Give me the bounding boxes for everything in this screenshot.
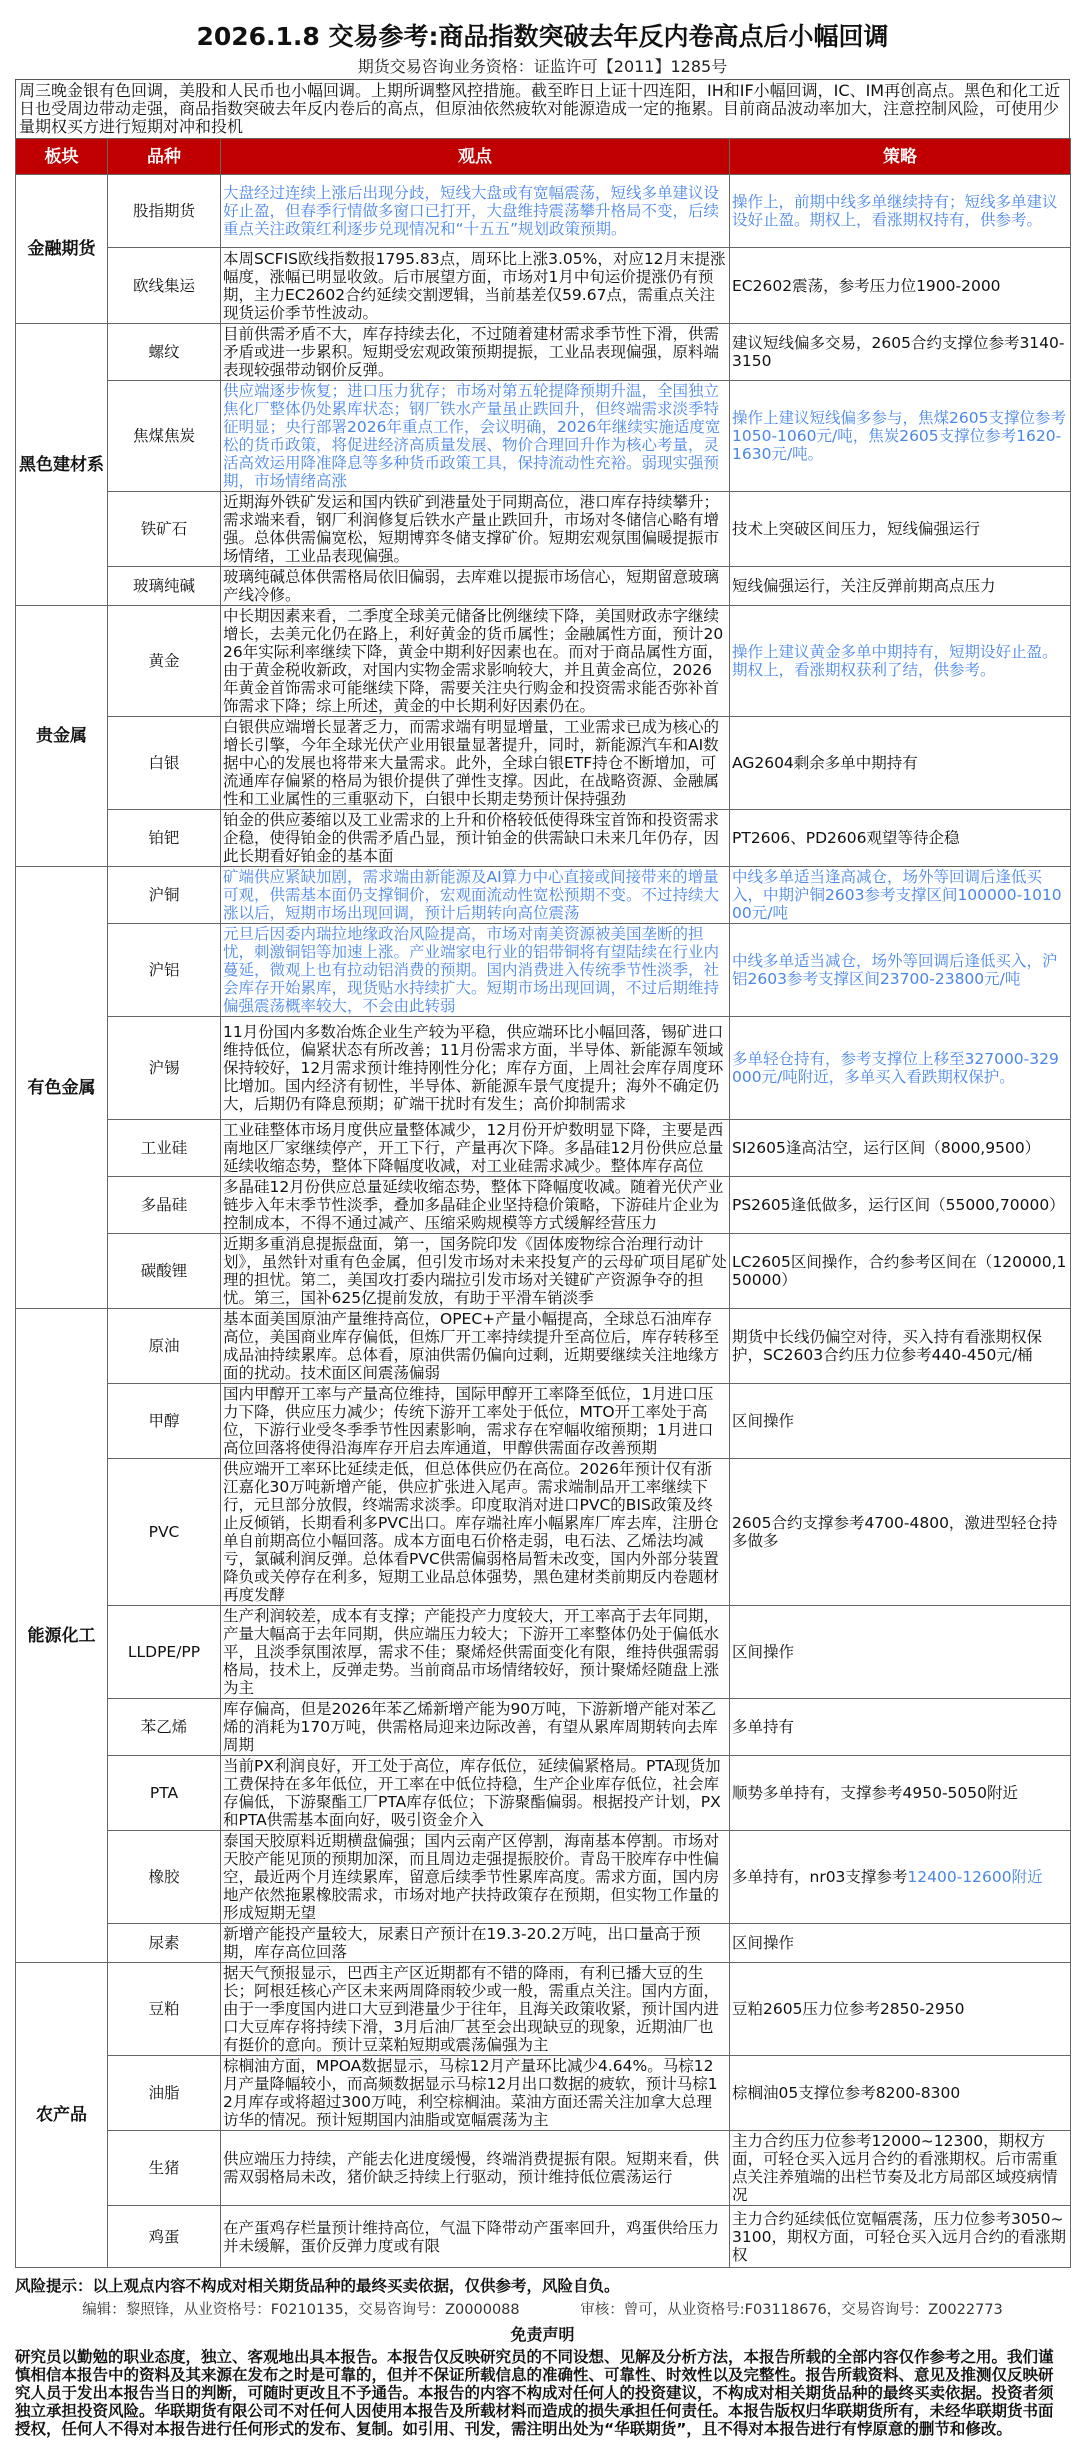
strategy-text: 棕榈油05支撑位参考8200-8300 — [732, 2084, 961, 2102]
strategy-cell — [730, 381, 1071, 492]
table-row — [16, 867, 1071, 924]
strategy-text: 多单轻仓持有，参考支撑位上移至327000-329000元/吨附近，多单买入看跌期权保护。 — [732, 1050, 1059, 1086]
risk-warning: 风险提示：以上观点内容不构成对相关期货品种的最终买卖依据，仅供参考，风险自负。 — [15, 2277, 620, 2295]
view-cell: 工业硅整体市场月度供应量整体减少，12月份开炉数明显下降，主要是西南地区厂家继续停产，开工下行，产量再次下降。多晶硅12月份供应总量延续收缩态势，整体下降幅度收减，对工业硅需求减少。整体库存高位 — [221, 1120, 730, 1177]
license-subtitle: 期货交易咨询业务资格：证监许可【2011】1285号 — [357, 57, 728, 76]
product-cell: 甲醇 — [108, 1384, 221, 1459]
view-cell: 棕榈油方面，MPOA数据显示，马棕12月产量环比减少4.64%。马棕12月产量降幅较小，而高频数据显示马棕12月出口数据的疲软，预计马棕12月库存或将超过300万吨，利空棕榈油。菜油方面还需关注加拿大总理访华的情况。预计短期国内油脂或宽幅震荡为主 — [221, 2056, 730, 2131]
table-row — [16, 324, 1071, 381]
sector-cell: 农产品 — [16, 1963, 108, 2268]
market-summary: 周三晚金银有色回调，美股和人民币也小幅回调。上期所调整风控措施。截至昨日上证十四连阳，IH和IF小幅回调，IC、IM再创高点。黑色和化工近日也受周边带动走强，商品指数突破去年反内卷后的高点，但原油依然疲软对能源造成一定的拖累。目前商品波动率加大，注意控制风险，可使用少量期权买方进行短期对冲和投机 — [15, 79, 1070, 139]
report-title: 2026.1.8 交易参考:商品指数突破去年反内卷高点后小幅回调 — [196, 22, 889, 51]
strategy-cell — [730, 1924, 1071, 1963]
view-cell: 矿端供应紧缺加剧，需求端由新能源及AI算力中心直接或间接带来的增量可观，供需基本面仍支撑铜价，宏观面流动性宽松预期不变。不过持续大涨以后，短期市场出现回调，预计后期转向高位震荡 — [221, 867, 730, 924]
view-cell: 当前PX利润良好，开工处于高位，库存低位，延续偏紧格局。PTA现货加工费保持在多年低位，开工率在中低位持稳，生产企业库存低位，社会库存偏低，下游聚酯工厂PTA库存低位；下游聚酯偏弱。根据投产计划，PX和PTA供需基本面向好，吸引资金介入 — [221, 1756, 730, 1831]
strategy-cell — [730, 248, 1071, 324]
view-cell: 中长期因素来看，二季度全球美元储备比例继续下降，美国财政赤字继续增长，去美元化仍在路上，利好黄金的货币属性；金融属性方面，预计2026年实际利率继续下降，黄金中期利好因素也在。而对于商品属性方面，由于黄金税收新政，对国内实物金需求影响较大，并且黄金高位，2026年黄金首饰需求可能继续下降，需要关注央行购金和投资需求能否弥补首饰需求下降；综上所述，黄金的中长期利好因素仍在。 — [221, 606, 730, 717]
view-cell: 多晶硅12月份供应总量延续收缩态势，整体下降幅度收减。随着光伏产业链步入年末季节性淡季，叠加多晶硅企业坚持稳价策略，下游硅片企业为控制成本，不得不通过减产、压缩采购规模等方式缓解经营压力 — [221, 1177, 730, 1234]
sector-cell: 贵金属 — [16, 606, 108, 867]
product-cell: 玻璃纯碱 — [108, 567, 221, 606]
sector-cell: 金融期货 — [16, 175, 108, 324]
view-cell: 新增产能投产量较大，尿素日产预计在19.3-20.2万吨，出口量高于预期，库存高位回落 — [221, 1924, 730, 1963]
strategy-cell — [730, 1963, 1071, 2056]
strategy-cell — [730, 1606, 1071, 1699]
table-row — [16, 1459, 1071, 1606]
strategy-cell — [730, 324, 1071, 381]
column-header-sector: 板块 — [16, 139, 108, 175]
table-row — [16, 1017, 1071, 1120]
product-cell: LLDPE/PP — [108, 1606, 221, 1699]
product-cell: 油脂 — [108, 2056, 221, 2131]
view-cell: 国内甲醇开工率与产量高位维持，国际甲醇开工率降至低位，1月进口压力下降，供应压力减少；传统下游开工率处于低位，MTO开工率处于高位，下游行业受冬季季节性因素影响，需求存在窄幅收缩预期；1月进口高位回落将使得沿海库存开启去库通道，甲醇供需面存改善预期 — [221, 1384, 730, 1459]
strategy-cell — [730, 924, 1071, 1017]
strategy-cell — [730, 1756, 1071, 1831]
product-cell: 铂钯 — [108, 810, 221, 867]
strategy-text: 区间操作 — [732, 1934, 795, 1952]
table-row — [16, 1120, 1071, 1177]
strategy-text: 操作上建议短线偏多参与，焦煤2605支撑位参考1050-1060元/吨，焦炭2605支撑位参考1620-1630元/吨。 — [732, 409, 1066, 463]
view-cell: 基本面美国原油产量维持高位，OPEC+产量小幅提高，全球总石油库存高位，美国商业库存偏低，但炼厂开工率持续提升至高位后，库存转移至成品油持续累库。总体看，原油供需仍偏向过剩，近期要继续关注地缘方面的扰动。技术面区间震荡偏弱 — [221, 1309, 730, 1384]
table-row — [16, 2131, 1071, 2206]
view-cell: 在产蛋鸡存栏量预计维持高位，气温下降带动产蛋率回升，鸡蛋供给压力并未缓解，蛋价反弹力度或有限 — [221, 2206, 730, 2268]
strategy-cell — [730, 1017, 1071, 1120]
table-row — [16, 810, 1071, 867]
product-cell: 碳酸锂 — [108, 1234, 221, 1309]
strategy-cell — [730, 175, 1071, 248]
strategy-cell — [730, 717, 1071, 810]
strategy-text: 技术上突破区间压力，短线偏强运行 — [732, 520, 981, 538]
strategy-cell — [730, 867, 1071, 924]
product-cell: 欧线集运 — [108, 248, 221, 324]
strategy-text: AG2604剩余多单中期持有 — [732, 754, 918, 772]
view-cell: 玻璃纯碱总体供需格局依旧偏弱，去库难以提振市场信心，短期留意玻璃产线冷修。 — [221, 567, 730, 606]
strategy-text: 中线多单适当减仓，场外等回调后逢低买入，沪铝2603参考支撑区间23700-23800元/吨 — [732, 952, 1058, 988]
strategy-text: 期货中长线仍偏空对待，买入持有看涨期权保护，SC2603合约压力位参考440-450元/桶 — [732, 1328, 1043, 1364]
table-row — [16, 1831, 1071, 1924]
product-cell: 黄金 — [108, 606, 221, 717]
product-cell: 鸡蛋 — [108, 2206, 221, 2268]
table-row — [16, 1924, 1071, 1963]
table-row — [16, 1177, 1071, 1234]
strategy-cell — [730, 2056, 1071, 2131]
table-row — [16, 1309, 1071, 1384]
strategy-cell — [730, 606, 1071, 717]
strategy-text: 中线多单适当逢高减仓，场外等回调后逢低买入，中期沪铜2603参考支撑区间100000-101000元/吨 — [732, 868, 1062, 922]
disclaimer-title: 免责声明 — [510, 2325, 575, 2344]
strategy-text: 主力合约压力位参考12000~12300，期权方面，可轻仓买入远月合约的看涨期权。后市需重点关注养殖端的出栏节奏及北方局部区域疫病情况 — [732, 2132, 1058, 2204]
sector-cell: 有色金属 — [16, 867, 108, 1309]
table-row — [16, 717, 1071, 810]
strategy-cell — [730, 1177, 1071, 1234]
strategy-cell — [730, 1120, 1071, 1177]
table-row — [16, 1756, 1071, 1831]
sector-cell: 能源化工 — [16, 1309, 108, 1963]
strategy-text: 顺势多单持有，支撑参考4950-5050附近 — [732, 1784, 1018, 1802]
view-cell: 泰国天胶原料近期横盘偏强；国内云南产区停割，海南基本停割。市场对天胶产能见顶的预期加深，而且周边走强提振胶价。青岛干胶库存中性偏空，最近两个月连续累库，留意后续季节性累库高度。需求方面，国内房地产依然拖累橡胶需求，市场对地产扶持政策存在预期，但实物工作量的形成短期无望 — [221, 1831, 730, 1924]
product-cell: 尿素 — [108, 1924, 221, 1963]
strategy-cell — [730, 2206, 1071, 2268]
view-cell: 供应端开工率环比延续走低，但总体供应仍在高位。2026年预计仅有浙江嘉化30万吨新增产能，供应扩张进入尾声。需求端制品开工率继续下行，元旦部分放假，终端需求淡季。印度取消对进口PVC的BIS政策及终止反倾销，长期看利多PVC出口。库存端社库小幅累库厂库去库，注册仓单自前期高位小幅回落。成本方面电石价格走弱，电石法、乙烯法均减亏，氯碱利润反弹。总体看PVC供需偏弱格局暂未改变，国内外部分装置降负或关停存在利多，短期工业品总体强势，黑色建材类前期反内卷题材再度发酵 — [221, 1459, 730, 1606]
table-body — [16, 175, 1071, 2268]
strategy-text: 操作上建议黄金多单中期持有，短期设好止盈。期权上，看涨期权获利了结，供参考。 — [732, 643, 1058, 679]
table-row — [16, 1699, 1071, 1756]
product-cell: 沪铜 — [108, 867, 221, 924]
strategy-cell — [730, 1831, 1071, 1924]
view-cell: 据天气预报显示，巴西主产区近期都有不错的降雨，有利已播大豆的生长；阿根廷核心产区未来两周降雨较少或一般，需重点关注。国内方面，由于一季度国内进口大豆到港量少于往年，且海关政策收紧，预计国内进口大豆库存将持续下滑，3月后油厂甚至会出现缺豆的现象，近期油厂也有挺价的意向。预计豆菜粕短期或震荡偏强为主 — [221, 1963, 730, 2056]
view-cell: 铂金的供应萎缩以及工业需求的上升和价格较低使得珠宝首饰和投资需求企稳，使得铂金的供需矛盾凸显，预计铂金的供需缺口未来几年仍存，因此长期看好铂金的基本面 — [221, 810, 730, 867]
disclaimer-text: 研究员以勤勉的职业态度，独立、客观地出具本报告。本报告仅反映研究员的不同设想、见解及分析方法，本报告所载的全部内容仅作参考之用。我们谨慎相信本报告中的资料及其来源在发布之时是可靠的，但并不保证所载信息的准确性、可靠性、时效性以及完整性。报告所载资料、意见及推测仅反映研究人员于发出本报告当日的判断，可随时更改且不予通告。本报告的内容不构成对任何人的投资建议，不构成对相关期货品种的最终买卖依据。投资者须独立承担投资风险。华联期货有限公司不对任何人因使用本报告及所载材料而造成的损失承担任何责任。本报告版权归华联期货所有，未经华联期货书面授权，任何人不得对本报告进行任何形式的发布、复制。如引用、刊发，需注明出处为“华联期货”，且不得对本报告进行有悖原意的删节和修改。 — [15, 2348, 1054, 2438]
strategy-cell — [730, 1384, 1071, 1459]
product-cell: PVC — [108, 1459, 221, 1606]
view-cell: 库存偏高，但是2026年苯乙烯新增产能为90万吨，下游新增产能对苯乙烯的消耗为170万吨，供需格局迎来边际改善，有望从累库周期转向去库周期 — [221, 1699, 730, 1756]
view-cell: 供应端逐步恢复；进口压力犹存；市场对第五轮提降预期升温，全国独立焦化厂整体仍处累库状态；钢厂铁水产量虽止跌回升，但终端需求淡季特征明显；央行部署2026年重点工作，会议明确，2026年继续实施适度宽松的货币政策，将促进经济高质量发展、物价合理回升作为核心考量，灵活高效运用降准降息等多种货币政策工具，保持流动性充裕。弱现实强预期，市场情绪高涨 — [221, 381, 730, 492]
strategy-text: 建议短线偏多交易，2605合约支撑位参考3140-3150 — [732, 334, 1065, 370]
table-row — [16, 175, 1071, 248]
product-cell: 沪铝 — [108, 924, 221, 1017]
strategy-text: 区间操作 — [732, 1643, 795, 1661]
view-cell: 近期多重消息提振盘面，第一，国务院印发《固体废物综合治理行动计划》，虽然针对重有色金属，但引发市场对未来投复产的云母矿项目尾矿处理的担忧。第二，美国攻打委内瑞拉引发市场对关键矿产资源争夺的担忧。第三，国补625亿提前发放，有助于平滑车销淡季 — [221, 1234, 730, 1309]
view-cell: 本周SCFIS欧线指数报1795.83点，周环比上涨3.05%，对应12月末提涨幅度，涨幅已明显收敛。后市展望方面，市场对1月中旬运价提涨仍有预期，主力EC2602合约延续交割逻辑，当前基差仅59.67点，需重点关注现货运价季节性波动。 — [221, 248, 730, 324]
strategy-text: 豆粕2605压力位参考2850-2950 — [732, 2000, 965, 2018]
view-cell: 11月份国内多数冶炼企业生产较为平稳，供应端环比小幅回落，锡矿进口维持低位，偏紧状态有所改善；11月份需求方面，半导体、新能源车领域保持较好，12月需求预计维持刚性分化；库存方面，上周社会库存周度环比增加。国内经济有韧性，半导体、新能源车景气度提升；海外不确定仍大，后期仍有降息预期；矿端干扰时有发生；高价抑制需求 — [221, 1017, 730, 1120]
strategy-text: 多单持有，nr03支撑参考 — [732, 1868, 908, 1886]
product-cell: 铁矿石 — [108, 492, 221, 567]
view-cell: 目前供需矛盾不大，库存持续去化，不过随着建材需求季节性下滑，供需矛盾或进一步累积。短期受宏观政策预期提振，工业品表现偏强，原料端表现较强带动钢价反弹。 — [221, 324, 730, 381]
strategy-cell — [730, 1459, 1071, 1606]
strategy-cell — [730, 1699, 1071, 1756]
view-cell: 白银供应端增长显著乏力，而需求端有明显增量，工业需求已成为核心的增长引擎，今年全球光伏产业用银量显著提升，同时，新能源汽车和AI数据中心的发展也将带来大量需求。此外，全球白银ETF持仓不断增加，可流通库存偏紧的格局为银价提供了弹性支撑。因此，在战略资源、金融属性和工业属性的三重驱动下，白银中长期走势预计保持强劲 — [221, 717, 730, 810]
product-cell: 股指期货 — [108, 175, 221, 248]
product-cell: 生猪 — [108, 2131, 221, 2206]
table-row — [16, 1234, 1071, 1309]
view-cell: 生产利润较差，成本有支撑；产能投产力度较大，开工率高于去年同期，产量大幅高于去年同期，供应端压力较大；下游开工率整体仍处于偏低水平，且淡季氛围浓厚，需求不佳；聚烯烃供需面变化有限，维持供强需弱格局，技术上，反弹走势。当前商品市场情绪较好，预计聚烯烃随盘上涨为主 — [221, 1606, 730, 1699]
strategy-text: 多单持有 — [732, 1718, 795, 1736]
view-cell: 大盘经过连续上涨后出现分歧，短线大盘或有宽幅震荡，短线多单建议设好止盈，但春季行情做多窗口已打开，大盘维持震荡攀升格局不变，后续重点关注政策红利逐步兑现情况和“十五五”规划政策预期。 — [221, 175, 730, 248]
table-row — [16, 248, 1071, 324]
sector-cell: 黑色建材系 — [16, 324, 108, 606]
strategy-cell — [730, 1234, 1071, 1309]
table-row — [16, 1606, 1071, 1699]
strategy-cell — [730, 567, 1071, 606]
table-row — [16, 2056, 1071, 2131]
product-cell: 苯乙烯 — [108, 1699, 221, 1756]
strategy-text: 主力合约延续低位宽幅震荡，压力位参考3050~3100，期权方面，可轻仓买入远月合约的看涨期权 — [732, 2209, 1066, 2264]
product-cell: 白银 — [108, 717, 221, 810]
strategy-highlight: 12400-12600附近 — [907, 1868, 1043, 1886]
product-cell: 工业硅 — [108, 1120, 221, 1177]
product-cell: 焦煤焦炭 — [108, 381, 221, 492]
product-cell: 原油 — [108, 1309, 221, 1384]
strategy-cell — [730, 810, 1071, 867]
view-cell: 供应端压力持续，产能去化进度缓慢，终端消费提振有限。短期来看，供需双弱格局未改，猪价缺乏持续上行驱动，预计维持低位震荡运行 — [221, 2131, 730, 2206]
view-cell: 元旦后因委内瑞拉地缘政治风险提高，市场对南美资源被美国垄断的担忧，刺激铜铝等加速上涨。产业端家电行业的铝带铜将有望陆续在行业内蔓延，微观上也有拉动铝消费的预期。国内消费进入传统季节性淡季，社会库存开始累库，现货贴水持续扩大。短期市场出现回调，不过后期维持偏强震荡概率较大，不会由此转弱 — [221, 924, 730, 1017]
product-cell: 豆粕 — [108, 1963, 221, 2056]
table-row — [16, 1384, 1071, 1459]
product-cell: 多晶硅 — [108, 1177, 221, 1234]
table-row — [16, 567, 1071, 606]
table-header-row — [16, 139, 1071, 175]
strategy-text: 区间操作 — [732, 1412, 795, 1430]
table-row — [16, 2206, 1071, 2268]
product-cell: 沪锡 — [108, 1017, 221, 1120]
strategy-text: PS2605逢低做多，运行区间（55000,70000） — [732, 1196, 1065, 1214]
strategy-text: LC2605区间操作，合约参考区间在（120000,150000） — [732, 1253, 1067, 1289]
table-row — [16, 1963, 1071, 2056]
strategy-text: PT2606、PD2606观望等待企稳 — [732, 829, 960, 847]
strategy-text: SI2605逢高沽空，运行区间（8000,9500） — [732, 1139, 1041, 1157]
strategy-cell — [730, 492, 1071, 567]
view-cell: 近期海外铁矿发运和国内铁矿到港量处于同期高位，港口库存持续攀升；需求端来看，钢厂利润修复后铁水产量止跌回升，市场对冬储信心略有增强。总体供需偏宽松，短期博弈冬储支撑矿价。短期宏观氛围偏暖提振市场情绪，工业品表现偏强。 — [221, 492, 730, 567]
table-row — [16, 606, 1071, 717]
strategy-text: 操作上，前期中线多单继续持有；短线多单建议设好止盈。期权上，看涨期权持有，供参考。 — [732, 193, 1058, 229]
product-cell: 螺纹 — [108, 324, 221, 381]
table-row — [16, 492, 1071, 567]
column-header-view: 观点 — [221, 139, 730, 175]
strategy-cell — [730, 2131, 1071, 2206]
table-row — [16, 924, 1071, 1017]
editor: 编辑：黎照锋，从业资格号：F0210135，交易咨询号：Z0000088 — [82, 2302, 520, 2318]
column-header-product: 品种 — [108, 139, 221, 175]
table-row — [16, 381, 1071, 492]
strategy-cell — [730, 1309, 1071, 1384]
product-cell: 橡胶 — [108, 1831, 221, 1924]
strategy-table — [15, 138, 1071, 2268]
reviewer: 审核：曾可，从业资格号:F03118676，交易咨询号：Z0022773 — [580, 2302, 1003, 2318]
product-cell: PTA — [108, 1756, 221, 1831]
column-header-strategy: 策略 — [730, 139, 1071, 175]
strategy-text: 2605合约支撑参考4700-4800，激进型轻仓持多做多 — [732, 1514, 1058, 1550]
strategy-text: EC2602震荡，参考压力位1900-2000 — [732, 276, 1001, 295]
strategy-text: 短线偏强运行，关注反弹前期高点压力 — [732, 577, 996, 595]
editor-info — [15, 2300, 1070, 2320]
